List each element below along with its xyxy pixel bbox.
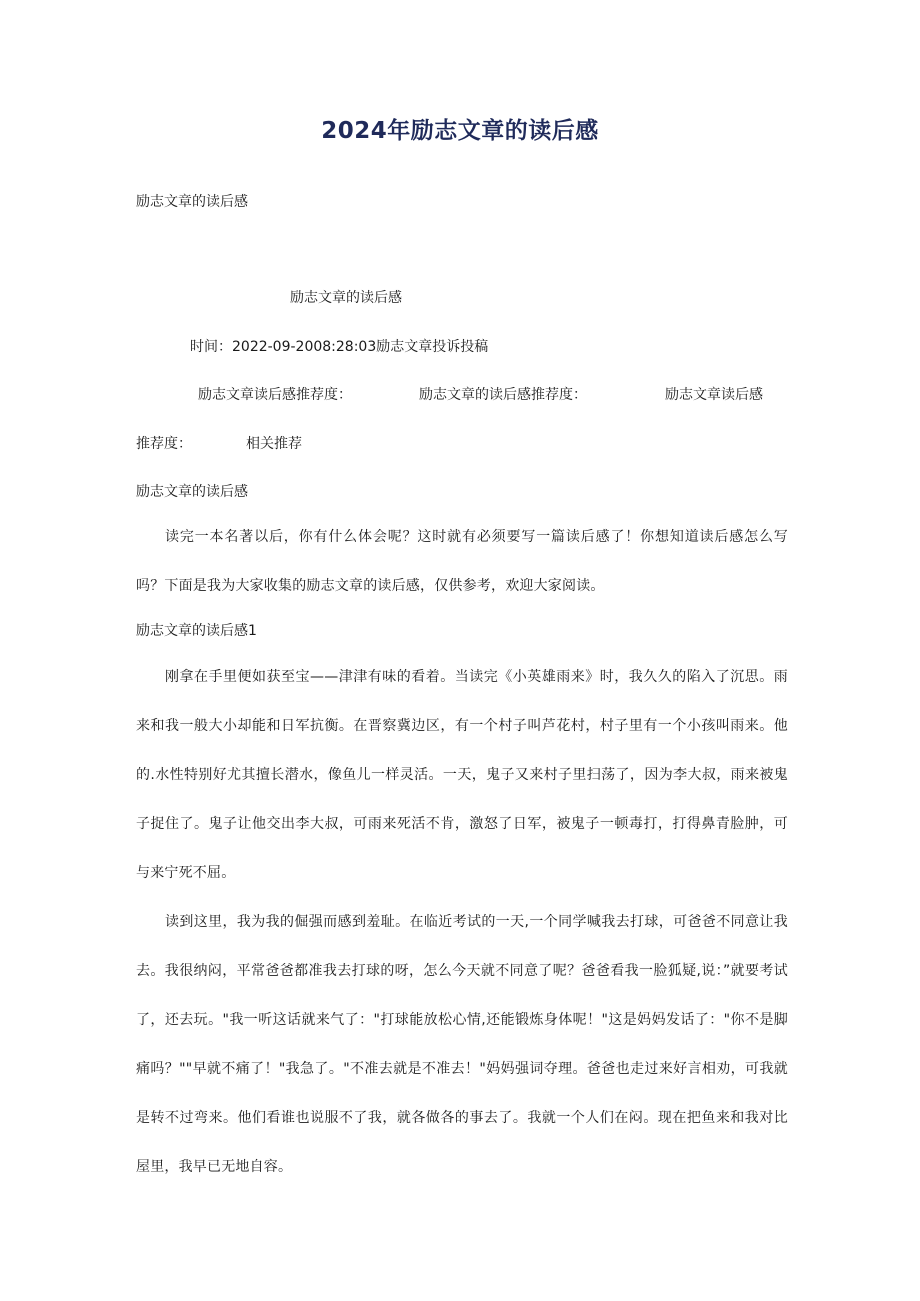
recommend-item-3-cont: 推荐度： — [136, 436, 192, 452]
related-link[interactable]: 相关推荐 — [246, 436, 302, 452]
paragraph-1: 刚拿在手里便如获至宝——津津有味的看着。当读完《小英雄雨来》时，我久久的陷入了沉思。雨来和我一般大小却能和日军抗衡。在晋察冀边区，有一个村子叫芦花村，村子里有一个小孩叫雨来。他的.水性特别好尤其擅长潜水，像鱼儿一样灵活。一天，鬼子又来村子里扫荡了，因为李大叔，雨来被鬼子捉住了。鬼子让他交出李大叔，可雨来死活不肯，激怒了日军，被鬼子一顿毒打，打得鼻青脸肿，可与来宁死不屈。 — [136, 669, 788, 881]
recommend-item-2: 励志文章的读后感推荐度： — [419, 387, 587, 403]
document-subtitle: 励志文章的读后感 — [136, 194, 248, 210]
meta-line: 时间：2022-09-2008:28:03励志文章投诉投稿 — [190, 339, 489, 355]
section-heading: 励志文章的读后感 — [136, 484, 248, 500]
part1-heading: 励志文章的读后感1 — [136, 623, 257, 639]
recommend-item-3: 励志文章读后感 — [665, 387, 763, 403]
recommend-item-1: 励志文章读后感推荐度： — [198, 387, 352, 403]
document-title: 2024年励志文章的读后感 — [321, 118, 599, 144]
paragraph-2: 读到这里，我为我的倔强而感到羞耻。在临近考试的一天,一个同学喊我去打球，可爸爸不同意让我去。我很纳闷，平常爸爸都准我去打球的呀，怎么今天就不同意了呢？爸爸看我一脸狐疑,说：”就要考试了，还去玩。"我一听这话就来气了："打球能放松心情,还能锻炼身体呢！"这是妈妈发话了："你不是脚痛吗？""早就不痛了！"我急了。"不准去就是不准去！"妈妈强词夺理。爸爸也走过来好言相劝，可我就是转不过弯来。他们看谁也说服不了我，就各做各的事去了。我就一个人们在闷。现在把鱼来和我对比屋里，我早已无地自容。 — [136, 914, 788, 1175]
article-title: 励志文章的读后感 — [290, 290, 402, 306]
intro-paragraph: 读完一本名著以后，你有什么体会呢？这时就有必须要写一篇读后感了！你想知道读后感怎么写吗？下面是我为大家收集的励志文章的读后感，仅供参考，欢迎大家阅读。 — [136, 529, 788, 594]
